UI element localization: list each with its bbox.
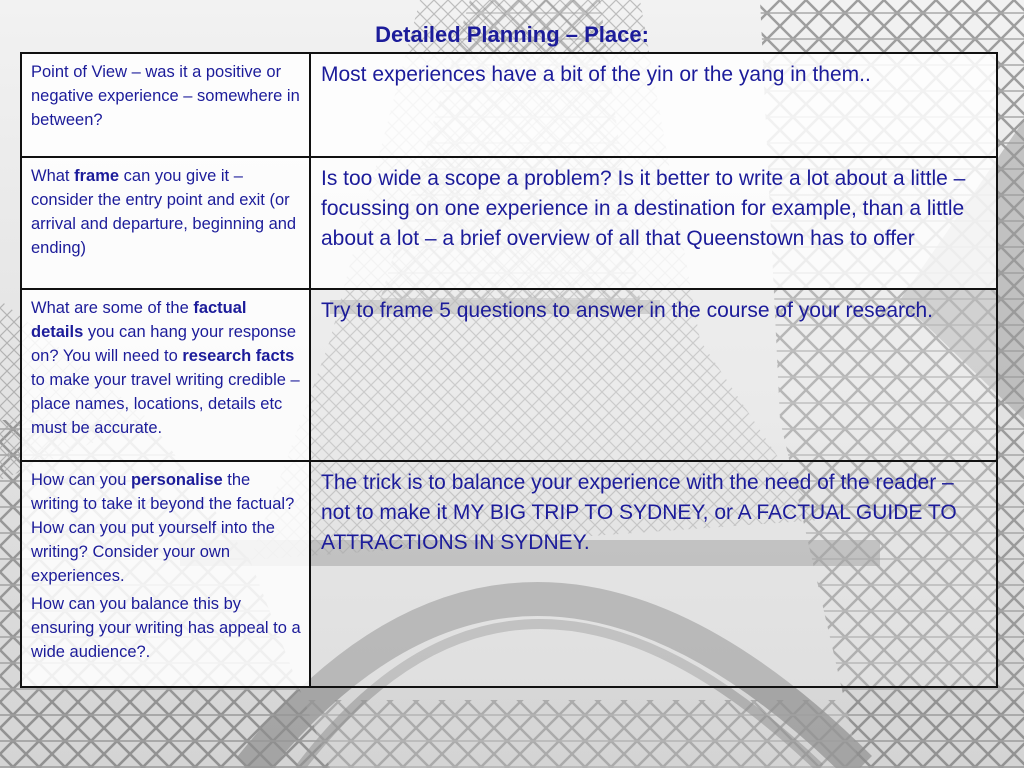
prompt-paragraph [31, 296, 301, 440]
prompt-cell [21, 53, 310, 157]
planning-row [21, 289, 997, 461]
planning-table [20, 52, 998, 688]
prompt-text: How can you [31, 471, 131, 489]
prompt-text: What [31, 167, 75, 185]
prompt-cell [21, 289, 310, 461]
answer-cell: Is too wide a scope a problem? Is it better to write a lot about a little – focussing on one experience in a destination for example, than a little about a lot – a brief overview of all that Queenstown has to offer [310, 157, 997, 289]
answer-cell: The trick is to balance your experience with the need of the reader – not to make it MY BIG TRIP TO SYDNEY, or A FACTUAL GUIDE TO ATTRACTIONS IN SYDNEY. [310, 461, 997, 687]
prompt-emphasis: research facts [182, 347, 295, 365]
answer-cell: Most experiences have a bit of the yin or the yang in them.. [310, 53, 997, 157]
prompt-paragraph [31, 164, 301, 260]
prompt-text: How can you balance this by ensuring your writing has appeal to a wide audience?. [31, 595, 301, 661]
prompt-emphasis: personalise [130, 471, 223, 489]
planning-row [21, 461, 997, 687]
answer-cell: Try to frame 5 questions to answer in the course of your research. [310, 289, 997, 461]
prompt-cell [21, 461, 310, 687]
prompt-text: Point of View – was it a positive or negative experience – somewhere in between? [31, 63, 300, 129]
prompt-text: the writing to take it beyond the factual? How can you put yourself into the writing? Consider your own experiences. [31, 471, 295, 585]
prompt-paragraph [31, 592, 301, 664]
prompt-text: can you give it – consider the entry point and exit (or arrival and departure, beginning and ending) [31, 167, 297, 257]
prompt-text: you can hang your response on? You will need to [31, 323, 297, 365]
prompt-emphasis: frame [74, 167, 120, 185]
prompt-paragraph [31, 60, 301, 132]
planning-row [21, 157, 997, 289]
prompt-text: to make your travel writing credible – place names, locations, details etc must be accurate. [31, 371, 300, 437]
prompt-text: What are some of the [31, 299, 194, 317]
planning-table-body [21, 53, 997, 687]
prompt-cell [21, 157, 310, 289]
prompt-emphasis: factual details [31, 299, 247, 341]
planning-row [21, 53, 997, 157]
slide-title: Detailed Planning – Place: [375, 22, 649, 47]
prompt-paragraph [31, 468, 301, 588]
